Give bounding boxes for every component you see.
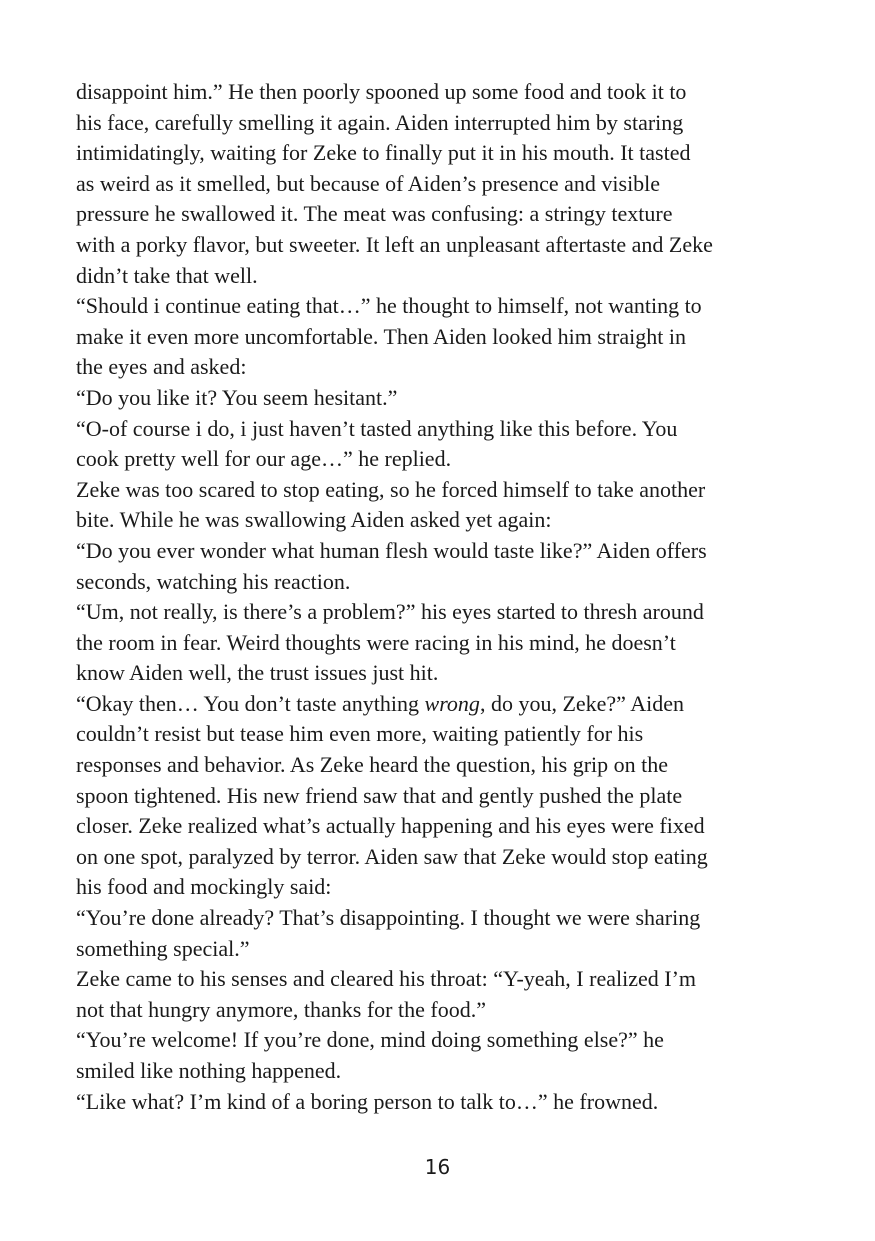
text-line: responses and behavior. As Zeke heard the question, his grip on the (76, 752, 669, 778)
text-segment: , do you, Zeke?” Aiden (479, 690, 684, 716)
text-line: “Do you like it? You seem hesitant.” (76, 384, 398, 410)
text-segment: “Okay then… You don’t taste anything (76, 690, 425, 716)
page-number: 16 (424, 1155, 451, 1179)
text-line: “Um, not really, is there’s a problem?” his eyes started to thresh around (76, 599, 704, 625)
text-line: “Do you ever wonder what human flesh would taste like?” Aiden offers (76, 537, 707, 563)
emphasized-word: wrong (424, 690, 480, 716)
text-line: the eyes and asked: (76, 354, 247, 380)
text-line: cook pretty well for our age…” he replied. (76, 446, 452, 472)
text-line: with a porky flavor, but sweeter. It left an unpleasant aftertaste and Zeke (76, 231, 713, 257)
text-line: Zeke was too scared to stop eating, so he forced himself to take another (76, 476, 706, 502)
text-line: make it even more uncomfortable. Then Aiden looked him straight in (76, 323, 686, 349)
text-line: know Aiden well, the trust issues just hit. (76, 660, 439, 686)
text-line: pressure he swallowed it. The meat was confusing: a stringy texture (76, 201, 673, 227)
story-text (76, 77, 806, 1117)
text-line: not that hungry anymore, thanks for the food.” (76, 996, 486, 1022)
text-line: closer. Zeke realized what’s actually happening and his eyes were fixed (76, 813, 705, 839)
text-line: disappoint him.” He then poorly spooned up some food and took it to (76, 79, 687, 104)
text-line: smiled like nothing happened. (76, 1058, 342, 1083)
text-line: intimidatingly, waiting for Zeke to finally put it in his mouth. It tasted (76, 140, 691, 166)
text-line (76, 689, 806, 720)
text-line: his face, carefully smelling it again. Aiden interrupted him by staring (76, 109, 684, 135)
text-line: on one spot, paralyzed by terror. Aiden saw that Zeke would stop eating (76, 843, 708, 869)
text-line: couldn’t resist but tease him even more, waiting patiently for his (76, 721, 644, 747)
text-line: bite. While he was swallowing Aiden asked yet again: (76, 507, 552, 533)
text-line: the room in fear. Weird thoughts were racing in his mind, he doesn’t (76, 629, 676, 655)
text-line: his food and mockingly said: (76, 874, 332, 900)
text-line: something special.” (76, 935, 250, 961)
text-line: “You’re welcome! If you’re done, mind doing something else?” he (76, 1027, 664, 1053)
text-line: “You’re done already? That’s disappointing. I thought we were sharing (76, 905, 701, 931)
text-line: “O-of course i do, i just haven’t tasted anything like this before. You (76, 415, 678, 441)
text-line: seconds, watching his reaction. (76, 568, 351, 594)
text-line: Zeke came to his senses and cleared his throat: “Y-yeah, I realized I’m (76, 966, 697, 992)
text-line: spoon tightened. His new friend saw that and gently pushed the plate (76, 782, 683, 808)
text-line: “Like what? I’m kind of a boring person to talk to…” he frowned. (76, 1088, 659, 1114)
text-line: “Should i continue eating that…” he thought to himself, not wanting to (76, 293, 702, 319)
text-line: as weird as it smelled, but because of Aiden’s presence and visible (76, 170, 661, 196)
text-line: didn’t take that well. (76, 262, 258, 288)
